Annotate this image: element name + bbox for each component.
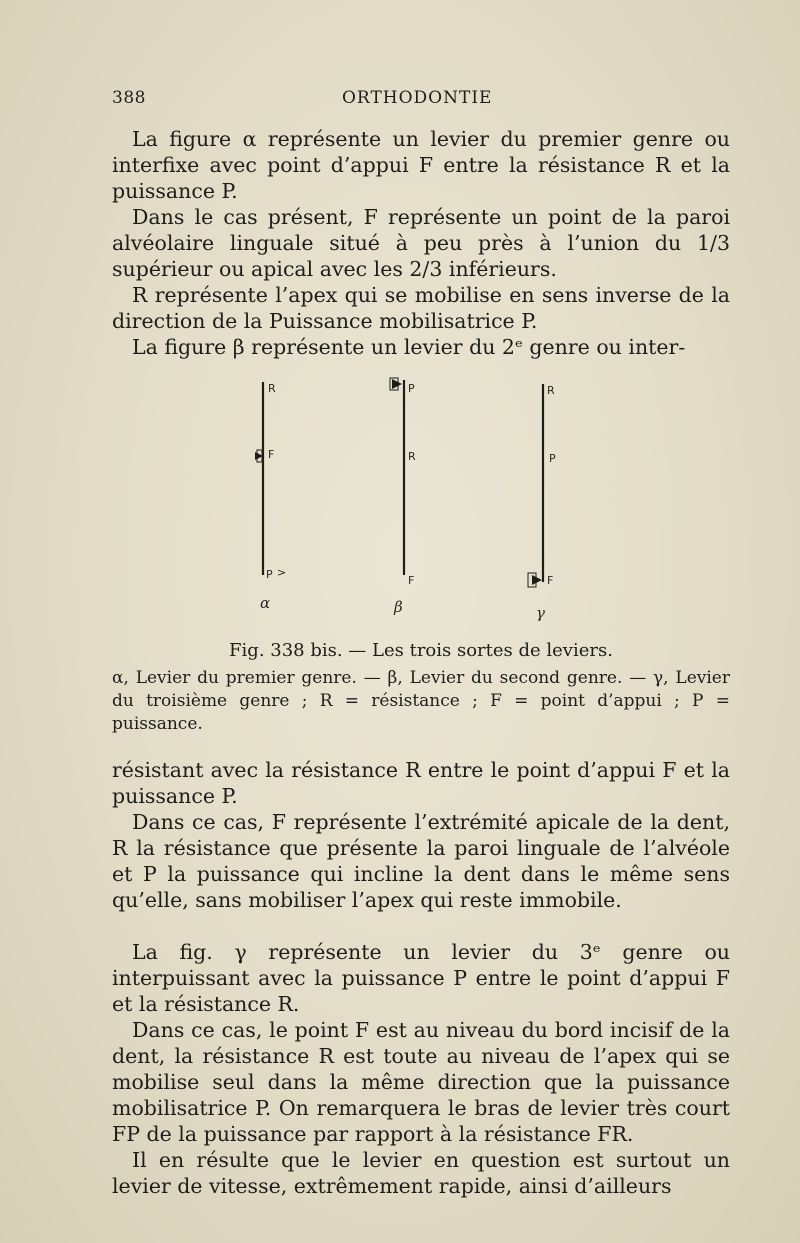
page-number: 388 (112, 88, 146, 108)
alpha-greek-label: α (260, 594, 271, 612)
beta-top-label: P (408, 382, 415, 395)
alpha-middle-label: F (268, 448, 275, 461)
gamma-top-label: R (547, 384, 555, 397)
running-title: ORTHODONTIE (342, 88, 493, 108)
beta-greek-label: β (394, 598, 403, 616)
gamma-middle-label: P (549, 452, 556, 465)
gamma-greek-label: γ (536, 604, 545, 622)
alpha-bottom-label: P (266, 568, 273, 581)
paragraph-apex: R représente l’apex qui se mobilise en sens inverse de la direction de la Puissance mobilisatrice P. (112, 283, 730, 333)
power-beta-icon (392, 379, 402, 389)
alpha-top-label: R (268, 382, 276, 395)
paragraph-beta-case: Dans ce cas, F représente l’extrémité apicale de la dent, R la résistance que présente la paroi linguale de l’alvéole et P la puissance qui incline la dent dans le même sens qu’elle, sans mobiliser l’apex qui reste immobile. (112, 810, 730, 912)
paragraph-beta-continued: résistant avec la résistance R entre le point d’appui F et la puissance P. (112, 758, 730, 808)
paragraph-alpha-case: Dans le cas présent, F représente un point de la paroi alvéolaire linguale situé à peu près à l’union du 1/3 supérieur ou apical avec les 2/3 inférieurs. (112, 205, 730, 281)
figure-legend: α, Levier du premier genre. — β, Levier du second genre. — γ, Levier du troisième genre ; R = résistance ; F = point d’appui ; P = puissance. (112, 668, 730, 734)
paragraph-beta-intro: La figure β représente un levier du 2ᵉ genre ou inter- (132, 335, 686, 359)
lever-alpha (255, 382, 286, 612)
levers-diagram (240, 370, 580, 630)
page-header (112, 88, 730, 114)
beta-bottom-label: F (408, 574, 415, 587)
beta-middle-label: R (408, 450, 416, 463)
levers-figure (240, 370, 580, 630)
paragraph-gamma-description: La fig. γ représente un levier du 3ᵉ genre ou interpuissant avec la puissance P entre le point d’appui F et la résistance R. (112, 940, 730, 1016)
alpha-arrow-icon: > (277, 566, 287, 579)
paragraph-conclusion: Il en résulte que le levier en question est surtout un levier de vitesse, extrêmement rapide, ainsi d’ailleurs (112, 1148, 730, 1198)
fulcrum-gamma-icon (532, 575, 542, 585)
lever-beta (390, 378, 416, 616)
paragraph-gamma-case: Dans ce cas, le point F est au niveau du bord incisif de la dent, la résistance R est toute au niveau de l’apex qui se mobilise seul dans la même direction que la puissance mobilisatrice P. On remarquera le bras de levier très court FP de la puissance par rapport à la résistance FR. (112, 1018, 730, 1146)
gamma-bottom-label: F (547, 574, 554, 587)
lever-gamma (528, 384, 556, 622)
paragraph-alpha-description: La figure α représente un levier du premier genre ou interfixe avec point d’appui F entre la résistance R et la puissance P. (112, 127, 730, 203)
figure-caption: Fig. 338 bis. — Les trois sortes de leviers. (229, 640, 613, 661)
